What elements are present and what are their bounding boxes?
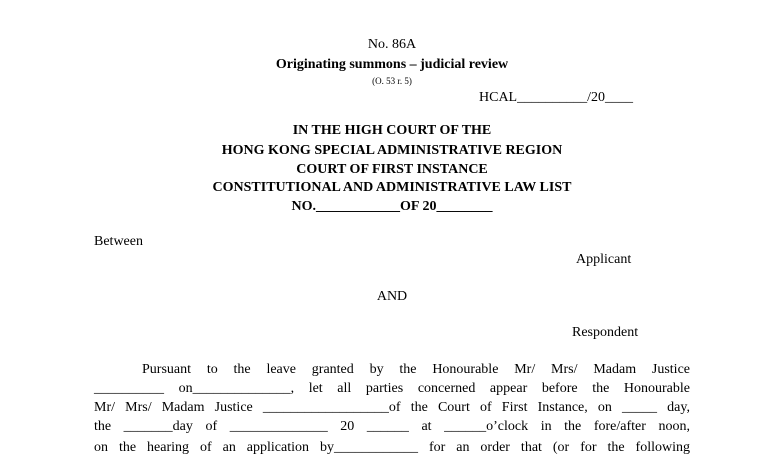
between-label: Between (94, 234, 143, 249)
respondent-label: Respondent (572, 325, 639, 340)
body-line: the _______day of ______________ 20 ______ at ______o’clock in the fore/after noon, (94, 419, 690, 434)
and-label: AND (376, 289, 408, 304)
court-heading-line: COURT OF FIRST INSTANCE (296, 162, 488, 177)
court-heading-line: CONSTITUTIONAL AND ADMINISTRATIVE LAW LIST (212, 180, 572, 195)
case-number: HCAL__________/20____ (479, 90, 633, 105)
form-title: Originating summons – judicial review (275, 57, 509, 72)
rule-reference: (O. 53 r. 5) (372, 76, 412, 86)
body-line: on the hearing of an application by____________ for an order that (or for the following (94, 440, 690, 455)
body-line: __________ on______________, let all parties concerned appear before the Honourable (94, 381, 690, 396)
court-heading-line: HONG KONG SPECIAL ADMINISTRATIVE REGION (221, 143, 563, 158)
applicant-label: Applicant (576, 252, 632, 267)
body-line: Pursuant to the leave granted by the Honourable Mr/ Mrs/ Madam Justice (142, 362, 690, 377)
form-number: No. 86A (367, 37, 417, 52)
court-heading-line: IN THE HIGH COURT OF THE (292, 123, 492, 138)
case-list-number: NO.____________OF 20________ (291, 199, 493, 214)
summons-body (94, 360, 690, 457)
body-line: Mr/ Mrs/ Madam Justice __________________of the Court of First Instance, on _____ day, (94, 400, 690, 415)
